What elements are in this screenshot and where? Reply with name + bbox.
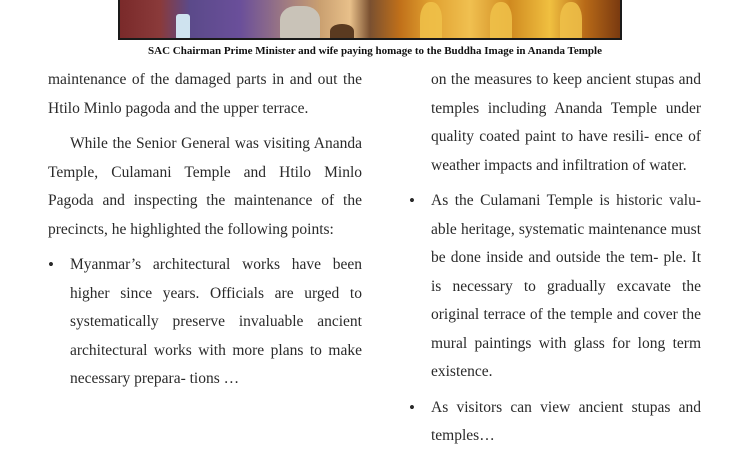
bullet-text: Myanmar’s architectural works have been higher since years. Officials are urged to systematically preserve invaluable ancient architectural works with more plans to make necessary prepara- tions … — [70, 256, 362, 387]
buddha-image-icon — [420, 2, 442, 40]
buddha-image-icon — [560, 2, 582, 40]
silver-urn-icon — [280, 6, 320, 40]
bullet-text: As visitors can view ancient stupas and temples… — [431, 398, 701, 444]
bullet-text: on the measures to keep ancient stupas and temples including Ananda Temple under quality coated paint to have resili- ence of weather impacts and infiltration of water. — [431, 71, 701, 174]
bullet-item-continued — [409, 66, 701, 180]
paragraph-visit: While the Senior General was visiting Ananda Temple, Culamani Temple and Htilo Minlo Pagoda and inspecting the maintenance of the precincts, he highlighted the following points: — [48, 135, 362, 238]
buddha-image-icon — [490, 2, 512, 40]
paragraph-continued: maintenance of the damaged parts in and out the Htilo Minlo pagoda and the upper terrace. — [48, 71, 362, 117]
bullet-list — [409, 66, 701, 451]
water-bottle-icon — [176, 14, 190, 40]
bullet-item-architecture — [48, 251, 362, 394]
bullet-item-visitors — [409, 394, 701, 451]
temple-photo — [118, 0, 622, 40]
bullet-text: As the Culamani Temple is historic valu- able heritage, systematic maintenance must be done inside and outside the tem- ple. It is necessary to gradually excavate the original terrace of the temple and cover the mural paintings with glass for long term existence. — [431, 192, 701, 380]
photo-caption: SAC Chairman Prime Minister and wife paying homage to the Buddha Image in Ananda Temple — [148, 45, 602, 57]
left-column — [48, 66, 362, 394]
offering-bowl-icon — [330, 24, 354, 38]
bullet-list — [48, 251, 362, 394]
bullet-item-culamani — [409, 187, 701, 387]
right-column — [409, 66, 701, 451]
